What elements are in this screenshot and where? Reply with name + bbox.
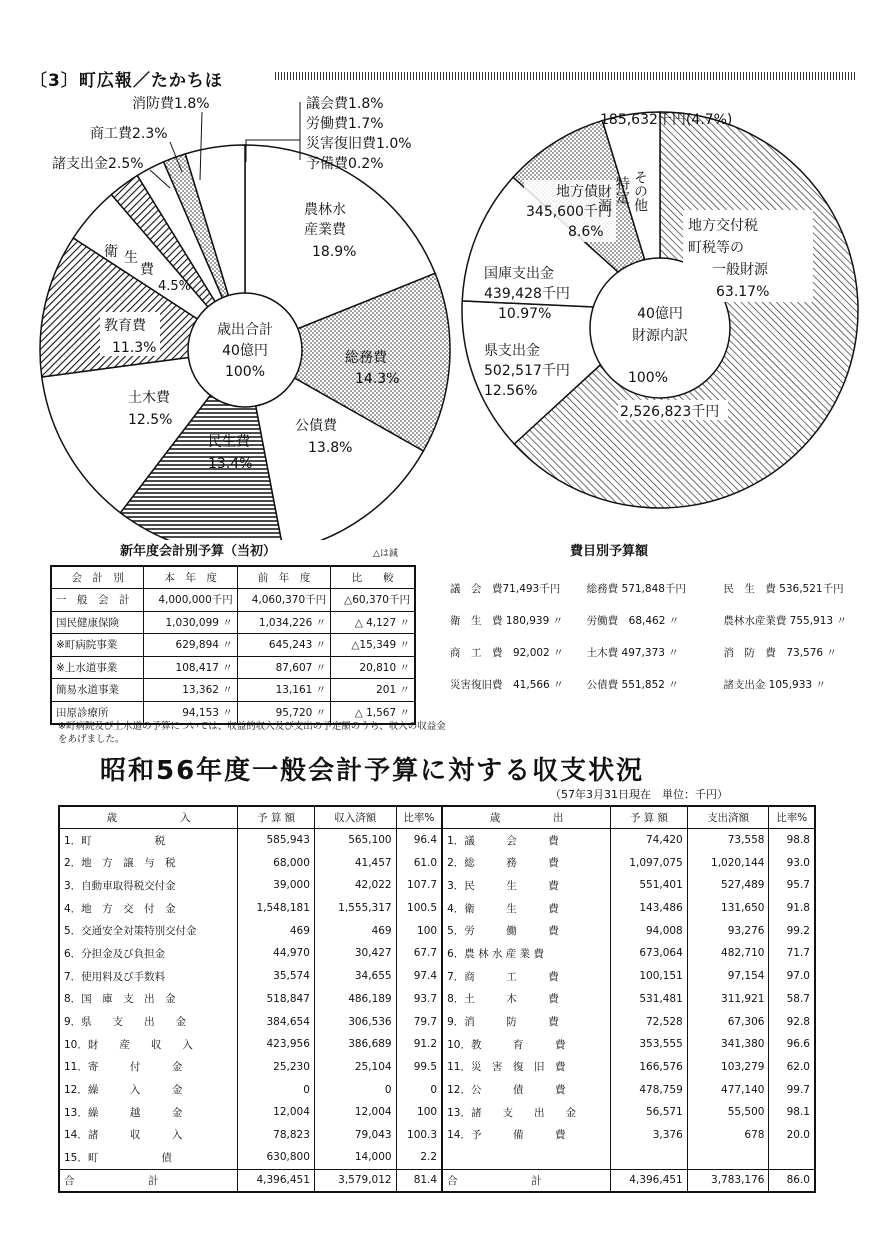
table-cell: 469: [238, 919, 315, 942]
table-cell: 7．商 工 費: [442, 965, 611, 988]
table-cell: 107.7: [396, 874, 442, 897]
label-eisei-2: 生: [124, 250, 138, 266]
table-cell: 1．議 会 費: [442, 829, 611, 852]
table-row: [59, 874, 815, 897]
label-somu-1: 総務費: [345, 350, 387, 366]
grid-row: [450, 604, 860, 636]
table-cell: 201 〃: [331, 679, 415, 702]
table-cell: 94,153 〃: [144, 701, 237, 724]
table-cell: 0: [396, 1078, 442, 1101]
table-cell: 100.3: [396, 1124, 442, 1147]
col-header: 比 較: [331, 566, 415, 589]
table-cell: 3．自動車取得税交付金: [59, 874, 238, 897]
table-cell: 81.4: [396, 1169, 442, 1192]
table-cell: 6．分担金及び負担金: [59, 942, 238, 965]
table-cell: 93.7: [396, 988, 442, 1011]
table-row: [59, 1146, 815, 1169]
table-row: [59, 1033, 815, 1056]
page-header: 〔3〕町広報／たかちほ: [30, 71, 223, 91]
grid-cell: 労働費 68,462 〃: [586, 614, 680, 627]
table-cell: 166,576: [611, 1056, 688, 1079]
label-ippan-amt: 2,526,823千円: [620, 404, 720, 420]
table-cell: 79,043: [314, 1124, 396, 1147]
label-sonota-2: 特定: [614, 176, 630, 204]
table-row: [59, 988, 815, 1011]
table-cell: 96.6: [769, 1033, 815, 1056]
table-cell: 4．地 方 交 付 金: [59, 897, 238, 920]
table-row: [59, 1124, 815, 1147]
table-cell: 94,008: [611, 919, 688, 942]
total-row: [59, 1169, 815, 1192]
table-cell: 99.5: [396, 1056, 442, 1079]
table-cell: 565,100: [314, 829, 396, 852]
table-cell: 42,022: [314, 874, 396, 897]
table-cell: ※上水道事業: [51, 656, 144, 679]
table-cell: 73,558: [687, 829, 769, 852]
label-shoshi: 諸支出金2.5%: [52, 156, 144, 172]
label-koku-2: 439,428千円: [484, 286, 570, 302]
table-cell: 8．国 庫 支 出 金: [59, 988, 238, 1011]
table-cell: 30,427: [314, 942, 396, 965]
table-cell: 4,396,451: [611, 1169, 688, 1192]
col-header: 歳 出: [442, 806, 611, 829]
item-budget-grid: [450, 572, 860, 700]
table-cell: 673,064: [611, 942, 688, 965]
table-row: [51, 589, 415, 612]
table-row: [59, 1056, 815, 1079]
grid-cell: 衛 生 費 180,939 〃: [450, 614, 564, 627]
table-cell: 678: [687, 1124, 769, 1147]
table-cell: 97.4: [396, 965, 442, 988]
label-ken-1: 県支出金: [484, 343, 540, 359]
col-header: 比率%: [769, 806, 815, 829]
table-cell: 531,481: [611, 988, 688, 1011]
label-shoko: 商工費2.3%: [90, 126, 168, 142]
table-cell: 25,104: [314, 1056, 396, 1079]
table-cell: 14．予 備 費: [442, 1124, 611, 1147]
table-cell: 合 計: [59, 1169, 238, 1192]
table-cell: 79.7: [396, 1010, 442, 1033]
table-row: [59, 1010, 815, 1033]
table-cell: 12,004: [314, 1101, 396, 1124]
table-cell: [611, 1146, 688, 1169]
table-cell: 14,000: [314, 1146, 396, 1169]
grid-row: [450, 572, 860, 604]
table-cell: △60,370千円: [331, 589, 415, 612]
table-cell: 55,500: [687, 1101, 769, 1124]
grid-cell: 消 防 費 73,576 〃: [723, 646, 837, 659]
table-cell: 100: [396, 919, 442, 942]
table-cell: 44,970: [238, 942, 315, 965]
table-row: [59, 1078, 815, 1101]
table-cell: 14．諸 収 入: [59, 1124, 238, 1147]
label-doboku-2: 12.5%: [128, 412, 173, 428]
col-header: 支出済額: [687, 806, 769, 829]
label-yobi: 予備費0.2%: [306, 156, 384, 172]
table-cell: [442, 1146, 611, 1169]
table-cell: 25,230: [238, 1056, 315, 1079]
table-cell: 78,823: [238, 1124, 315, 1147]
pie2-center-line3: 100%: [627, 370, 669, 386]
table-cell: 1,030,099 〃: [144, 611, 237, 634]
table-cell: 41,457: [314, 851, 396, 874]
label-kosai-1: 公債費: [295, 418, 337, 434]
label-kyoiku-2: 11.3%: [112, 340, 157, 356]
table-cell: 4,000,000千円: [144, 589, 237, 612]
label-ippan-3: 一般財源: [712, 262, 768, 278]
table-cell: 91.8: [769, 897, 815, 920]
grid-cell: 議 会 費71,493千円: [450, 582, 561, 595]
table-cell: 97,154: [687, 965, 769, 988]
table-cell: 97.0: [769, 965, 815, 988]
table-cell: 11．寄 付 金: [59, 1056, 238, 1079]
table-cell: 2．総 務 費: [442, 851, 611, 874]
label-eisei-3: 費: [140, 262, 154, 278]
table-row: [59, 829, 815, 852]
table-cell: 62.0: [769, 1056, 815, 1079]
table-cell: 13,161 〃: [237, 679, 330, 702]
table-cell: 645,243 〃: [237, 634, 330, 657]
label-rodo: 労働費1.7%: [306, 116, 384, 132]
table-cell: 6．農 林 水 産 業 費: [442, 942, 611, 965]
main-subnote: （57年3月31日現在 単位：千円）: [550, 788, 728, 801]
table-cell: ※町病院事業: [51, 634, 144, 657]
grid-cell: 商 工 費 92,002 〃: [450, 646, 564, 659]
table-cell: 1,020,144: [687, 851, 769, 874]
table-cell: 482,710: [687, 942, 769, 965]
table-cell: 簡易水道事業: [51, 679, 144, 702]
pie2-top-label: 185,632千円(4.7%): [600, 112, 733, 128]
table-cell: 4,060,370千円: [237, 589, 330, 612]
grid-cell: 災害復旧費 41,566 〃: [450, 678, 564, 691]
label-chihosai-1: 地方債: [556, 184, 598, 200]
grid-cell: 農林水産業費 755,913 〃: [723, 614, 847, 627]
label-eisei-1: 衛: [104, 244, 118, 260]
table-cell: 9．県 支 出 金: [59, 1010, 238, 1033]
table-cell: 86.0: [769, 1169, 815, 1192]
table-cell: 合 計: [442, 1169, 611, 1192]
table-cell: 72,528: [611, 1010, 688, 1033]
table-cell: 486,189: [314, 988, 396, 1011]
table-cell: [687, 1146, 769, 1169]
table-cell: 551,401: [611, 874, 688, 897]
grid-cell: 諸支出金 105,933 〃: [723, 678, 826, 691]
table-cell: 12．公 債 費: [442, 1078, 611, 1101]
table-row: [59, 942, 815, 965]
grid-row: [450, 668, 860, 700]
table-cell: 8．土 木 費: [442, 988, 611, 1011]
table-cell: 87,607 〃: [237, 656, 330, 679]
label-norin-3: 18.9%: [312, 244, 357, 260]
table-cell: 12．繰 入 金: [59, 1078, 238, 1101]
table-cell: 311,921: [687, 988, 769, 1011]
table-cell: 56,571: [611, 1101, 688, 1124]
table-row: [51, 679, 415, 702]
table-cell: 国民健康保険: [51, 611, 144, 634]
table-cell: 35,574: [238, 965, 315, 988]
table-cell: 518,847: [238, 988, 315, 1011]
table-cell: 95,720 〃: [237, 701, 330, 724]
table-cell: 585,943: [238, 829, 315, 852]
table-cell: 1．町 税: [59, 829, 238, 852]
table-cell: 306,536: [314, 1010, 396, 1033]
table-cell: 99.7: [769, 1078, 815, 1101]
label-gikai: 議会費1.8%: [306, 96, 384, 112]
table-cell: 3．民 生 費: [442, 874, 611, 897]
table-cell: 4．衛 生 費: [442, 897, 611, 920]
table1-footnote: ※町病院及び上水道の予算については、収益的収入及び支出の予定額のうち、収入の収益金をあげました。: [58, 721, 446, 745]
label-ken-2: 502,517千円: [484, 363, 570, 379]
table-cell: 3,783,176: [687, 1169, 769, 1192]
label-minsei-2: 13.4%: [208, 456, 253, 472]
label-ippan-2: 町税等の: [688, 240, 744, 256]
table-cell: 10．財 産 収 入: [59, 1033, 238, 1056]
table-cell: 61.0: [396, 851, 442, 874]
table-cell: 1,548,181: [238, 897, 315, 920]
table-cell: 423,956: [238, 1033, 315, 1056]
label-somu-2: 14.3%: [355, 371, 400, 387]
table-cell: 13,362 〃: [144, 679, 237, 702]
label-chihosai-2: 345,600千円: [526, 204, 612, 220]
label-norin-1: 農林水: [304, 202, 346, 218]
grid-cell: 民 生 費 536,521千円: [723, 582, 844, 595]
table-row: [51, 611, 415, 634]
col-header: 本 年 度: [144, 566, 237, 589]
table-cell: 2．地 方 譲 与 税: [59, 851, 238, 874]
table-cell: 96.4: [396, 829, 442, 852]
table-cell: 5．交通安全対策特別交付金: [59, 919, 238, 942]
table-cell: 353,555: [611, 1033, 688, 1056]
table-row: [51, 656, 415, 679]
table-cell: 98.1: [769, 1101, 815, 1124]
table2-title: 費目別予算額: [570, 544, 649, 559]
table-cell: 100,151: [611, 965, 688, 988]
col-header: 比率%: [396, 806, 442, 829]
grid-cell: 公債費 551,852 〃: [586, 678, 679, 691]
table-cell: 3,376: [611, 1124, 688, 1147]
table-cell: 1,034,226 〃: [237, 611, 330, 634]
table-row: [59, 919, 815, 942]
table-cell: 1,555,317: [314, 897, 396, 920]
table-cell: [769, 1146, 815, 1169]
table-cell: 68,000: [238, 851, 315, 874]
table-cell: 108,417 〃: [144, 656, 237, 679]
table-cell: △ 1,567 〃: [331, 701, 415, 724]
table-cell: 1,097,075: [611, 851, 688, 874]
table-cell: 15．町 債: [59, 1146, 238, 1169]
table-cell: 20.0: [769, 1124, 815, 1147]
table-cell: 7．使用料及び手数料: [59, 965, 238, 988]
table-cell: 98.8: [769, 829, 815, 852]
table-cell: 13．諸 支 出 金: [442, 1101, 611, 1124]
table-cell: 34,655: [314, 965, 396, 988]
table-row: [59, 1101, 815, 1124]
table-cell: 384,654: [238, 1010, 315, 1033]
table-cell: 10．教 育 費: [442, 1033, 611, 1056]
table-row: [59, 965, 815, 988]
label-kosai-2: 13.8%: [308, 440, 353, 456]
pie-charts: [0, 0, 882, 540]
table-cell: 一 般 会 計: [51, 589, 144, 612]
table1-title: 新年度会計別予算（当初）: [120, 544, 277, 559]
grid-cell: 土木費 497,373 〃: [586, 646, 679, 659]
table-row: [51, 634, 415, 657]
label-ippan-4: 63.17%: [716, 284, 770, 300]
table-cell: 92.8: [769, 1010, 815, 1033]
label-koku-3: 10.97%: [498, 306, 552, 322]
table-cell: 11．災 害 復 旧 費: [442, 1056, 611, 1079]
table-cell: 99.2: [769, 919, 815, 942]
col-header: 予 算 額: [238, 806, 315, 829]
col-header: 会 計 別: [51, 566, 144, 589]
table-cell: 527,489: [687, 874, 769, 897]
label-chihosai-3: 8.6%: [568, 224, 604, 240]
table-cell: 478,759: [611, 1078, 688, 1101]
table-cell: 100: [396, 1101, 442, 1124]
pie1-center-line2: 40億円: [222, 343, 268, 359]
col-header: 前 年 度: [237, 566, 330, 589]
grid-row: [450, 636, 860, 668]
table-cell: 469: [314, 919, 396, 942]
label-sonota-3: 財源: [596, 184, 612, 212]
account-budget-table: [50, 565, 416, 725]
table-cell: 91.2: [396, 1033, 442, 1056]
label-eisei-4: 4.5%: [158, 279, 192, 294]
table-cell: 71.7: [769, 942, 815, 965]
table-cell: 13．繰 越 金: [59, 1101, 238, 1124]
main-title: 昭和56年度一般会計予算に対する収支状況: [100, 756, 645, 786]
label-minsei-1: 民生費: [208, 434, 250, 450]
table-row: [59, 851, 815, 874]
table-cell: △ 4,127 〃: [331, 611, 415, 634]
table-cell: 131,650: [687, 897, 769, 920]
table-cell: 143,486: [611, 897, 688, 920]
pie1-center-line1: 歳出合計: [217, 322, 273, 338]
table-cell: 386,689: [314, 1033, 396, 1056]
table1-note: △は減: [373, 549, 398, 559]
table-cell: 9．消 防 費: [442, 1010, 611, 1033]
table-cell: 630,800: [238, 1146, 315, 1169]
col-header: 予 算 額: [611, 806, 688, 829]
table-cell: 20,810 〃: [331, 656, 415, 679]
table-cell: 0: [238, 1078, 315, 1101]
table-cell: 103,279: [687, 1056, 769, 1079]
label-norin-2: 産業費: [304, 222, 346, 238]
label-saigai: 災害復旧費1.0%: [306, 136, 412, 152]
table-cell: 3,579,012: [314, 1169, 396, 1192]
col-header: 収入済額: [314, 806, 396, 829]
col-header: 歳 入: [59, 806, 238, 829]
table-cell: 2.2: [396, 1146, 442, 1169]
table-cell: 95.7: [769, 874, 815, 897]
table-cell: 74,420: [611, 829, 688, 852]
label-sonota-1: その他: [632, 170, 648, 212]
table-cell: 0: [314, 1078, 396, 1101]
table-row: [59, 897, 815, 920]
table-cell: 93.0: [769, 851, 815, 874]
pie2-center-line2: 財源内訳: [632, 328, 688, 344]
label-kyoiku-1: 教育費: [104, 318, 146, 334]
table-cell: 67,306: [687, 1010, 769, 1033]
pie1-center-line3: 100%: [224, 364, 266, 380]
label-ippan-1: 地方交付税: [688, 218, 758, 234]
grid-cell: 総務費 571,848千円: [586, 582, 686, 595]
label-shobo: 消防費1.8%: [132, 96, 210, 112]
table-cell: △15,349 〃: [331, 634, 415, 657]
table-cell: 67.7: [396, 942, 442, 965]
table-cell: 4,396,451: [238, 1169, 315, 1192]
table-cell: 341,380: [687, 1033, 769, 1056]
table-cell: 629,894 〃: [144, 634, 237, 657]
table-cell: 5．労 働 費: [442, 919, 611, 942]
table-cell: 58.7: [769, 988, 815, 1011]
table-cell: 477,140: [687, 1078, 769, 1101]
pie2-center-line1: 40億円: [637, 306, 683, 322]
table-cell: 39,000: [238, 874, 315, 897]
table-cell: 100.5: [396, 897, 442, 920]
table-cell: 田原診療所: [51, 701, 144, 724]
label-doboku-1: 土木費: [128, 390, 170, 406]
label-ken-3: 12.56%: [484, 383, 538, 399]
label-koku-1: 国庫支出金: [484, 266, 554, 282]
table-cell: 12,004: [238, 1101, 315, 1124]
balance-table: [58, 805, 816, 1193]
table-cell: 93,276: [687, 919, 769, 942]
